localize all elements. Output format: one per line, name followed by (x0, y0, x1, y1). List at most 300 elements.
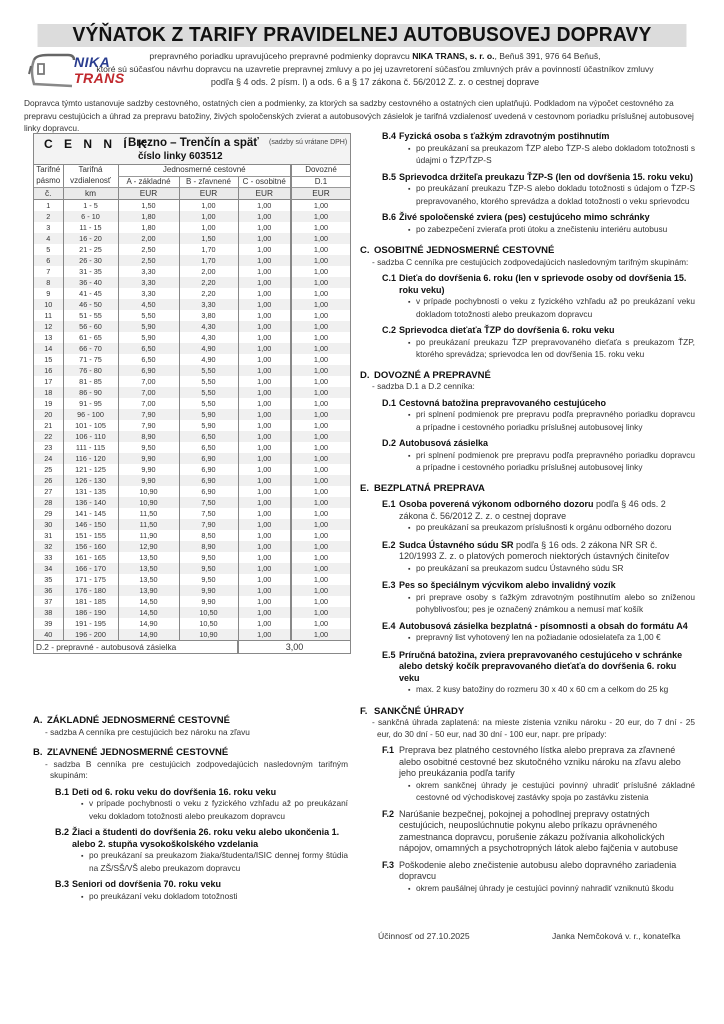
item-e4-bullet: ▪ prepravný list vyhotovený len na požiadanie odosielateľa za 1,00 € (408, 632, 695, 645)
item-number: D.2 (382, 438, 397, 448)
item-e4-title (382, 621, 695, 633)
table-row (34, 431, 350, 442)
table-row (34, 464, 350, 475)
cell-zone: 3 (34, 222, 63, 233)
cell-zone: 26 (34, 475, 63, 486)
route-name: Brezno – Trenčín a späť (128, 137, 259, 149)
item-e5-bullet: ▪ max. 2 kusy batožiny do rozmeru 30 x 40 x 60 cm a celkom do 25 kg (408, 684, 695, 697)
item-text: podľa § 46 ods. 2 zákona č. 56/2012 Z. z. o cestnej doprave (399, 499, 666, 521)
cell-price-c: 1,00 (238, 387, 291, 398)
table-row (34, 409, 350, 420)
item-number: C.1 (382, 273, 397, 283)
cell-price-b: 6,90 (179, 464, 238, 475)
cell-price-c: 1,00 (238, 464, 291, 475)
table-row (34, 233, 350, 244)
cell-price-b: 6,50 (179, 431, 238, 442)
table-row (34, 277, 350, 288)
footer-d2-value: 3,00 (238, 641, 350, 654)
table-row (34, 541, 350, 552)
cell-price-c: 1,00 (238, 376, 291, 387)
cell-price-b: 3,80 (179, 310, 238, 321)
cell-price-d1: 1,00 (291, 266, 350, 277)
section-c-desc: - sadzba C cenníka pre cestujúcich zodpovedajúcich nasledovným tarifným skupinám: (372, 256, 689, 267)
section-letter: D. (360, 369, 370, 381)
subheading-line2: ktoré sú súčasťou návrhu dopravcu na uzavretie prepravnej zmluvy a po jej uzavretorení súčasťou zmluvných práv a povinností účastníkov zmluvy (96, 64, 654, 74)
cell-zone: 22 (34, 431, 63, 442)
cell-zone: 1 (34, 199, 63, 211)
item-b5-title (382, 172, 695, 184)
cell-distance: 26 - 30 (63, 255, 118, 266)
item-b2-bullet: ▪ po preukázaní sa preukazom žiaka/študenta/ISIC dennej formy štúdia na ZŠ/SŠ/VŠ alebo preukazom dopravcu (81, 850, 348, 874)
cell-price-c: 1,00 (238, 211, 291, 222)
table-row (34, 321, 350, 332)
cell-distance: 101 - 105 (63, 420, 118, 431)
cell-distance: 146 - 150 (63, 519, 118, 530)
cell-price-c: 1,00 (238, 519, 291, 530)
cell-price-a: 14,90 (118, 618, 179, 629)
item-title: Dieťa do dovŕšenia 6. roku (len v sprievode osoby od dovŕšenia 15. roku veku) (399, 273, 687, 295)
company-name: NIKA TRANS, s. r. o. (412, 51, 495, 61)
cell-price-d1: 1,00 (291, 431, 350, 442)
section-b-title (33, 747, 348, 759)
cell-price-c: 1,00 (238, 199, 291, 211)
cell-price-a: 14,50 (118, 607, 179, 618)
cell-price-b: 1,00 (179, 222, 238, 233)
item-c1-bullet: ▪ v prípade pochybnosti o veku z fyzického vzhľadu až po preukázaní veku dokladom totožnosti alebo preukazom dopravcu (408, 296, 695, 320)
section-a-desc: - sadzba A cenníka pre cestujúcich bez nároku na zľavu (45, 726, 250, 737)
cell-zone: 2 (34, 211, 63, 222)
cell-price-d1: 1,00 (291, 530, 350, 541)
table-row (34, 420, 350, 431)
section-f-desc: - sankčná úhrada zaplatená: na mieste zistenia vzniku nároku - 20 eur, do 7 dní - 25 eur, do 30 dní - 50 eur, nad 30 dní - 100 eur, napr. pre prípady: (372, 717, 695, 739)
cell-price-d1: 1,00 (291, 486, 350, 497)
item-d1-bullet: ▪ pri splnení podmienok pre prepravu podľa prepravného poriadku dopravcu a prípadne i cestovného poriadku príslušnej autobusovej linky (408, 409, 695, 433)
cell-price-b: 4,90 (179, 354, 238, 365)
table-row (34, 211, 350, 222)
cell-price-b: 9,90 (179, 585, 238, 596)
cell-price-a: 9,90 (118, 453, 179, 464)
item-number: F.1 (382, 745, 395, 755)
intro-paragraph: Dopravca týmto ustanovuje sadzby cestovného, ostatných cien a podmienky, za ktorých sa sadzby cestovného a ostatných cien uplatňujú. Podkladom na výpočet cestovného za prepravu cestujúcich a úhrad za prepravu batožiny, živých spoločenských zvierat a autobusových zásielok je tarifná vzdialenosť uvedená v cestovnom poriadku príslušnej autobusovej linky dopravcu. (24, 98, 694, 133)
cell-price-c: 1,00 (238, 233, 291, 244)
item-b2-title (55, 827, 348, 850)
cell-price-b: 9,50 (179, 563, 238, 574)
cell-price-d1: 1,00 (291, 199, 350, 211)
cell-distance: 61 - 65 (63, 332, 118, 343)
header-group: Jednosmerné cestovné (118, 165, 291, 176)
item-title: Sprievodca držiteľa preukazu ŤZP-S (len od dovŕšenia 15. roku veku) (399, 171, 694, 182)
cell-price-a: 6,50 (118, 343, 179, 354)
table-row (34, 222, 350, 233)
header-currency-c: EUR (238, 188, 291, 200)
cell-price-a: 7,00 (118, 387, 179, 398)
cell-price-d1: 1,00 (291, 442, 350, 453)
cell-distance: 96 - 100 (63, 409, 118, 420)
cell-zone: 31 (34, 530, 63, 541)
section-d-title (360, 370, 695, 382)
cell-price-b: 6,90 (179, 453, 238, 464)
item-number: F.3 (382, 859, 395, 870)
cell-price-b: 5,50 (179, 376, 238, 387)
cell-price-d1: 1,00 (291, 321, 350, 332)
item-number: E.2 (382, 539, 396, 550)
header-c: C - osobitné (238, 176, 291, 188)
cell-price-a: 4,50 (118, 299, 179, 310)
cell-price-c: 1,00 (238, 398, 291, 409)
cell-distance: 141 - 145 (63, 508, 118, 519)
table-row (34, 376, 350, 387)
table-row (34, 310, 350, 321)
cell-price-c: 1,00 (238, 332, 291, 343)
cell-zone: 37 (34, 596, 63, 607)
table-row (34, 332, 350, 343)
header-currency-b: EUR (179, 188, 238, 200)
cell-zone: 36 (34, 585, 63, 596)
table-row (34, 266, 350, 277)
item-number: B.1 (55, 786, 70, 797)
cell-price-b: 4,90 (179, 343, 238, 354)
footer-d2-label: D.2 - prepravné - autobusová zásielka (34, 641, 238, 654)
cell-price-c: 1,00 (238, 530, 291, 541)
cell-distance: 111 - 115 (63, 442, 118, 453)
cell-zone: 34 (34, 563, 63, 574)
cell-price-a: 13,50 (118, 552, 179, 563)
cell-price-a: 10,90 (118, 486, 179, 497)
cell-price-d1: 1,00 (291, 332, 350, 343)
cell-price-b: 5,90 (179, 420, 238, 431)
cell-distance: 56 - 60 (63, 321, 118, 332)
cell-price-a: 5,90 (118, 321, 179, 332)
cell-price-d1: 1,00 (291, 464, 350, 475)
item-f2 (382, 809, 695, 855)
section-c-title (360, 245, 695, 257)
cell-price-b: 10,50 (179, 618, 238, 629)
header-dist-3: km (63, 188, 118, 200)
subheading-line3: podľa § 4 ods. 2 písm. l) a ods. 6 a § 17 zákona č. 56/2012 Z. z. o cestnej doprave (210, 77, 540, 87)
signature: Janka Nemčoková v. r., konateľka (552, 931, 681, 941)
cell-zone: 7 (34, 266, 63, 277)
cell-price-b: 2,00 (179, 266, 238, 277)
cell-price-d1: 1,00 (291, 211, 350, 222)
vat-note: (sadzby sú vrátane DPH) (269, 139, 348, 146)
cell-price-c: 1,00 (238, 541, 291, 552)
cell-price-d1: 1,00 (291, 255, 350, 266)
cell-price-a: 7,00 (118, 376, 179, 387)
cell-distance: 16 - 20 (63, 233, 118, 244)
cell-distance: 126 - 130 (63, 475, 118, 486)
item-f1-bullet: ▪ okrem sankčnej úhrady je cestujúci povinný uhradiť príslušné základné cestovné od východiskovej zastávky spoja po zastávku zistenia (408, 780, 695, 804)
cell-price-a: 7,90 (118, 420, 179, 431)
cell-price-c: 1,00 (238, 343, 291, 354)
cell-price-c: 1,00 (238, 486, 291, 497)
cell-price-d1: 1,00 (291, 508, 350, 519)
cell-price-c: 1,00 (238, 475, 291, 486)
cell-zone: 6 (34, 255, 63, 266)
table-row (34, 244, 350, 255)
cell-price-d1: 1,00 (291, 409, 350, 420)
section-title: BEZPLATNÁ PREPRAVA (374, 482, 485, 494)
item-number: B.2 (55, 827, 70, 837)
item-number: E.4 (382, 620, 396, 631)
item-f3-bullet: ▪ okrem paušálnej úhrady je cestujúci povinný nahradiť vzniknutú škodu (408, 883, 695, 896)
cell-zone: 28 (34, 497, 63, 508)
cell-price-a: 5,90 (118, 332, 179, 343)
table-row (34, 585, 350, 596)
section-e-title (360, 483, 695, 495)
cell-distance: 66 - 70 (63, 343, 118, 354)
cell-price-c: 1,00 (238, 266, 291, 277)
cell-price-b: 4,30 (179, 321, 238, 332)
item-d1-title (382, 398, 695, 410)
line-number: číslo linky 603512 (138, 151, 223, 162)
cell-price-b: 1,00 (179, 199, 238, 211)
section-letter: B. (33, 747, 43, 758)
cell-zone: 9 (34, 288, 63, 299)
cell-price-c: 1,00 (238, 618, 291, 629)
table-row (34, 618, 350, 629)
cell-price-a: 3,30 (118, 266, 179, 277)
section-title: OSOBITNÉ JEDNOSMERNÉ CESTOVNÉ (374, 245, 555, 256)
price-list-table (33, 133, 351, 654)
item-f1 (382, 745, 695, 780)
cell-price-a: 1,80 (118, 211, 179, 222)
cell-price-c: 1,00 (238, 244, 291, 255)
cell-zone: 14 (34, 343, 63, 354)
cell-price-d1: 1,00 (291, 222, 350, 233)
cell-price-c: 1,00 (238, 453, 291, 464)
table-row (34, 475, 350, 486)
cell-distance: 106 - 110 (63, 431, 118, 442)
cell-price-c: 1,00 (238, 409, 291, 420)
item-title: Sprievodca dieťaťa ŤZP do dovŕšenia 6. roku veku (399, 325, 615, 335)
cell-price-b: 2,20 (179, 288, 238, 299)
item-title: Osoba poverená výkonom odborného dozoru (399, 499, 594, 509)
cell-price-b: 4,30 (179, 332, 238, 343)
cell-price-d1: 1,00 (291, 233, 350, 244)
item-text: Preprava bez platného cestovného lístka alebo preprava za zľavnené alebo osobitné cestovné bez skutočného vzniku nároku na zľavu alebo jeho preukázania podľa tarify (399, 745, 681, 778)
item-title: Príručná batožina, zviera prepravovaného cestujúceho v schránke alebo detský kočík prepravovaného dieťaťa do dovŕšenia 6. roku veku (399, 649, 683, 683)
table-row (34, 530, 350, 541)
cell-price-a: 11,50 (118, 519, 179, 530)
cell-distance: 21 - 25 (63, 244, 118, 255)
header-currency-d: EUR (291, 188, 350, 200)
cell-price-b: 10,90 (179, 629, 238, 641)
cell-price-b: 8,50 (179, 530, 238, 541)
item-b6-bullet: ▪ po zabezpečení zvieraťa proti útoku a znečisteniu interiéru autobusu (408, 224, 695, 237)
cell-price-d1: 1,00 (291, 574, 350, 585)
cell-price-a: 11,50 (118, 508, 179, 519)
table-row (34, 497, 350, 508)
section-d-desc: - sadzba D.1 a D.2 cenníka: (372, 381, 475, 391)
cell-distance: 181 - 185 (63, 596, 118, 607)
header-dist-1: Tarifná (63, 165, 118, 176)
cell-price-b: 2,20 (179, 277, 238, 288)
cell-price-d1: 1,00 (291, 288, 350, 299)
table-row (34, 442, 350, 453)
bus-logo-icon (28, 52, 78, 90)
cell-price-b: 1,70 (179, 244, 238, 255)
table-row (34, 199, 350, 211)
cell-price-b: 8,90 (179, 541, 238, 552)
item-number: D.1 (382, 397, 397, 408)
cell-distance: 191 - 195 (63, 618, 118, 629)
item-number: B.5 (382, 171, 397, 182)
cell-price-a: 5,50 (118, 310, 179, 321)
header-zone-3: č. (34, 188, 63, 200)
cell-zone: 5 (34, 244, 63, 255)
section-b-desc: - sadzba B cenníka pre cestujúcich zodpovedajúcich nasledovným tarifným skupinám: (45, 758, 348, 780)
cell-price-c: 1,00 (238, 310, 291, 321)
cell-price-a: 1,80 (118, 222, 179, 233)
cell-price-a: 6,50 (118, 354, 179, 365)
cell-price-a: 9,90 (118, 464, 179, 475)
cell-price-b: 5,50 (179, 365, 238, 376)
cell-price-b: 6,90 (179, 486, 238, 497)
section-letter: C. (360, 245, 370, 256)
cell-zone: 39 (34, 618, 63, 629)
header-d-group: Dovozné (291, 165, 350, 176)
cell-price-d1: 1,00 (291, 552, 350, 563)
cell-zone: 29 (34, 508, 63, 519)
cell-price-c: 1,00 (238, 442, 291, 453)
item-text: Narúšanie bezpečnej, pokojnej a pohodlnej prepravy ostatných cestujúcich, neuposlúchnutie pokynu alebo príkazu oprávneného zamestnanca dopravcu, porušenie zákazu požívania alkoholických nápojov, omamných a psychotropných látok alebo fajčenia v autobuse (399, 808, 679, 853)
cell-distance: 166 - 170 (63, 563, 118, 574)
item-f3 (382, 860, 695, 883)
cell-zone: 13 (34, 332, 63, 343)
item-e3-bullet: ▪ pri preprave osoby s ťažkým zdravotným postihnutím alebo so zníženou pohyblivosťou; pes je označený známkou a nemusí mať košík (408, 592, 695, 616)
cell-price-d1: 1,00 (291, 585, 350, 596)
item-e2-title (382, 540, 695, 563)
cell-price-a: 9,50 (118, 442, 179, 453)
document-title: VÝŇATOK Z TARIFY PRAVIDELNEJ AUTOBUSOVEJ DOPRAVY (38, 24, 687, 47)
cell-price-d1: 1,00 (291, 519, 350, 530)
item-b3-title (55, 879, 348, 891)
cell-distance: 161 - 165 (63, 552, 118, 563)
table-row (34, 508, 350, 519)
item-e5-title (382, 650, 695, 685)
cell-distance: 36 - 40 (63, 277, 118, 288)
item-number: B.3 (55, 879, 70, 889)
table-row (34, 255, 350, 266)
cell-distance: 6 - 10 (63, 211, 118, 222)
section-f-title (360, 706, 695, 718)
cell-price-d1: 1,00 (291, 607, 350, 618)
cell-distance: 186 - 190 (63, 607, 118, 618)
table-row (34, 552, 350, 563)
company-address: , Beňuš 391, 976 64 Beňuš, (494, 51, 601, 61)
cell-distance: 171 - 175 (63, 574, 118, 585)
logo-nika: NIKA (74, 54, 111, 70)
cell-price-b: 5,50 (179, 387, 238, 398)
cell-price-a: 12,90 (118, 541, 179, 552)
cell-price-d1: 1,00 (291, 244, 350, 255)
section-letter: F. (360, 705, 368, 717)
cell-distance: 116 - 120 (63, 453, 118, 464)
cell-zone: 16 (34, 365, 63, 376)
cell-price-c: 1,00 (238, 563, 291, 574)
cell-price-d1: 1,00 (291, 398, 350, 409)
item-number: E.1 (382, 499, 396, 509)
cell-zone: 35 (34, 574, 63, 585)
item-b4-bullet: ▪ po preukázaní sa preukazom ŤZP alebo ŤZP-S alebo dokladom totožnosti s údajmi o ŤZP/ŤZP-S (408, 143, 695, 167)
cell-price-c: 1,00 (238, 607, 291, 618)
table-row (34, 574, 350, 585)
cell-price-b: 5,90 (179, 409, 238, 420)
cell-price-a: 2,00 (118, 233, 179, 244)
item-title: Autobusová zásielka bezplatná - písomnosti a obsah do formátu A4 (399, 620, 688, 631)
header-zone-1: Tarifné (36, 165, 61, 175)
cell-zone: 30 (34, 519, 63, 530)
cell-price-d1: 1,00 (291, 453, 350, 464)
cell-distance: 156 - 160 (63, 541, 118, 552)
cell-price-b: 6,50 (179, 442, 238, 453)
item-number: B.4 (382, 131, 397, 141)
header-b: B - zľavnené (179, 176, 238, 188)
table-row (34, 453, 350, 464)
cell-distance: 41 - 45 (63, 288, 118, 299)
item-d2-bullet: ▪ pri splnení podmienok pre prepravu podľa prepravného poriadku dopravcu a prípadne i cestovného poriadku príslušnej autobusovej linky (408, 450, 695, 474)
cell-price-c: 1,00 (238, 585, 291, 596)
item-b1-bullet: ▪ v prípade pochybnosti o veku z fyzického vzhľadu až po preukázaní veku dokladom totožnosti alebo preukazom dopravcu (81, 798, 348, 822)
item-title: Seniori od dovŕšenia 70. roku veku (72, 879, 222, 889)
section-letter: A. (33, 715, 43, 726)
cell-price-a: 10,90 (118, 497, 179, 508)
item-number: E.3 (382, 580, 396, 590)
item-c2-bullet: ▪ po preukázaní preukazu ŤZP prepravovaného dieťaťa s preukazom ŤZP, ktorého sprevádza; sprievodca len od dovŕšenia 15. roku veku (408, 337, 695, 361)
cell-price-c: 1,00 (238, 552, 291, 563)
cell-zone: 11 (34, 310, 63, 321)
cell-price-d1: 1,00 (291, 277, 350, 288)
cell-zone: 8 (34, 277, 63, 288)
item-e3-title (382, 580, 695, 592)
section-title: ZĽAVNENÉ JEDNOSMERNÉ CESTOVNÉ (47, 747, 229, 758)
cell-price-c: 1,00 (238, 255, 291, 266)
table-row (34, 365, 350, 376)
cell-price-d1: 1,00 (291, 475, 350, 486)
cell-distance: 121 - 125 (63, 464, 118, 475)
cell-zone: 12 (34, 321, 63, 332)
item-title: Pes so špeciálnym výcvikom alebo invalidný vozík (399, 580, 616, 590)
cell-price-c: 1,00 (238, 222, 291, 233)
table-row (34, 387, 350, 398)
cell-zone: 24 (34, 453, 63, 464)
cell-zone: 32 (34, 541, 63, 552)
cell-price-a: 3,30 (118, 277, 179, 288)
cell-price-a: 14,90 (118, 629, 179, 641)
cell-zone: 10 (34, 299, 63, 310)
cell-zone: 17 (34, 376, 63, 387)
cell-price-a: 14,50 (118, 596, 179, 607)
cell-zone: 40 (34, 629, 63, 641)
cell-price-d1: 1,00 (291, 629, 350, 641)
cell-zone: 20 (34, 409, 63, 420)
cell-price-c: 1,00 (238, 629, 291, 641)
table-row (34, 563, 350, 574)
price-list-header (34, 134, 350, 165)
section-title: ZÁKLADNÉ JEDNOSMERNÉ CESTOVNÉ (47, 715, 230, 726)
section-letter: E. (360, 482, 369, 494)
cell-price-c: 1,00 (238, 596, 291, 607)
header-dist-2: vzdialenosť (63, 176, 118, 188)
table-row (34, 398, 350, 409)
cell-distance: 131 - 135 (63, 486, 118, 497)
item-b4-title (382, 131, 695, 143)
cell-price-d1: 1,00 (291, 299, 350, 310)
item-number: C.2 (382, 325, 397, 335)
cell-price-d1: 1,00 (291, 365, 350, 376)
table-row (34, 486, 350, 497)
cell-price-a: 13,90 (118, 585, 179, 596)
